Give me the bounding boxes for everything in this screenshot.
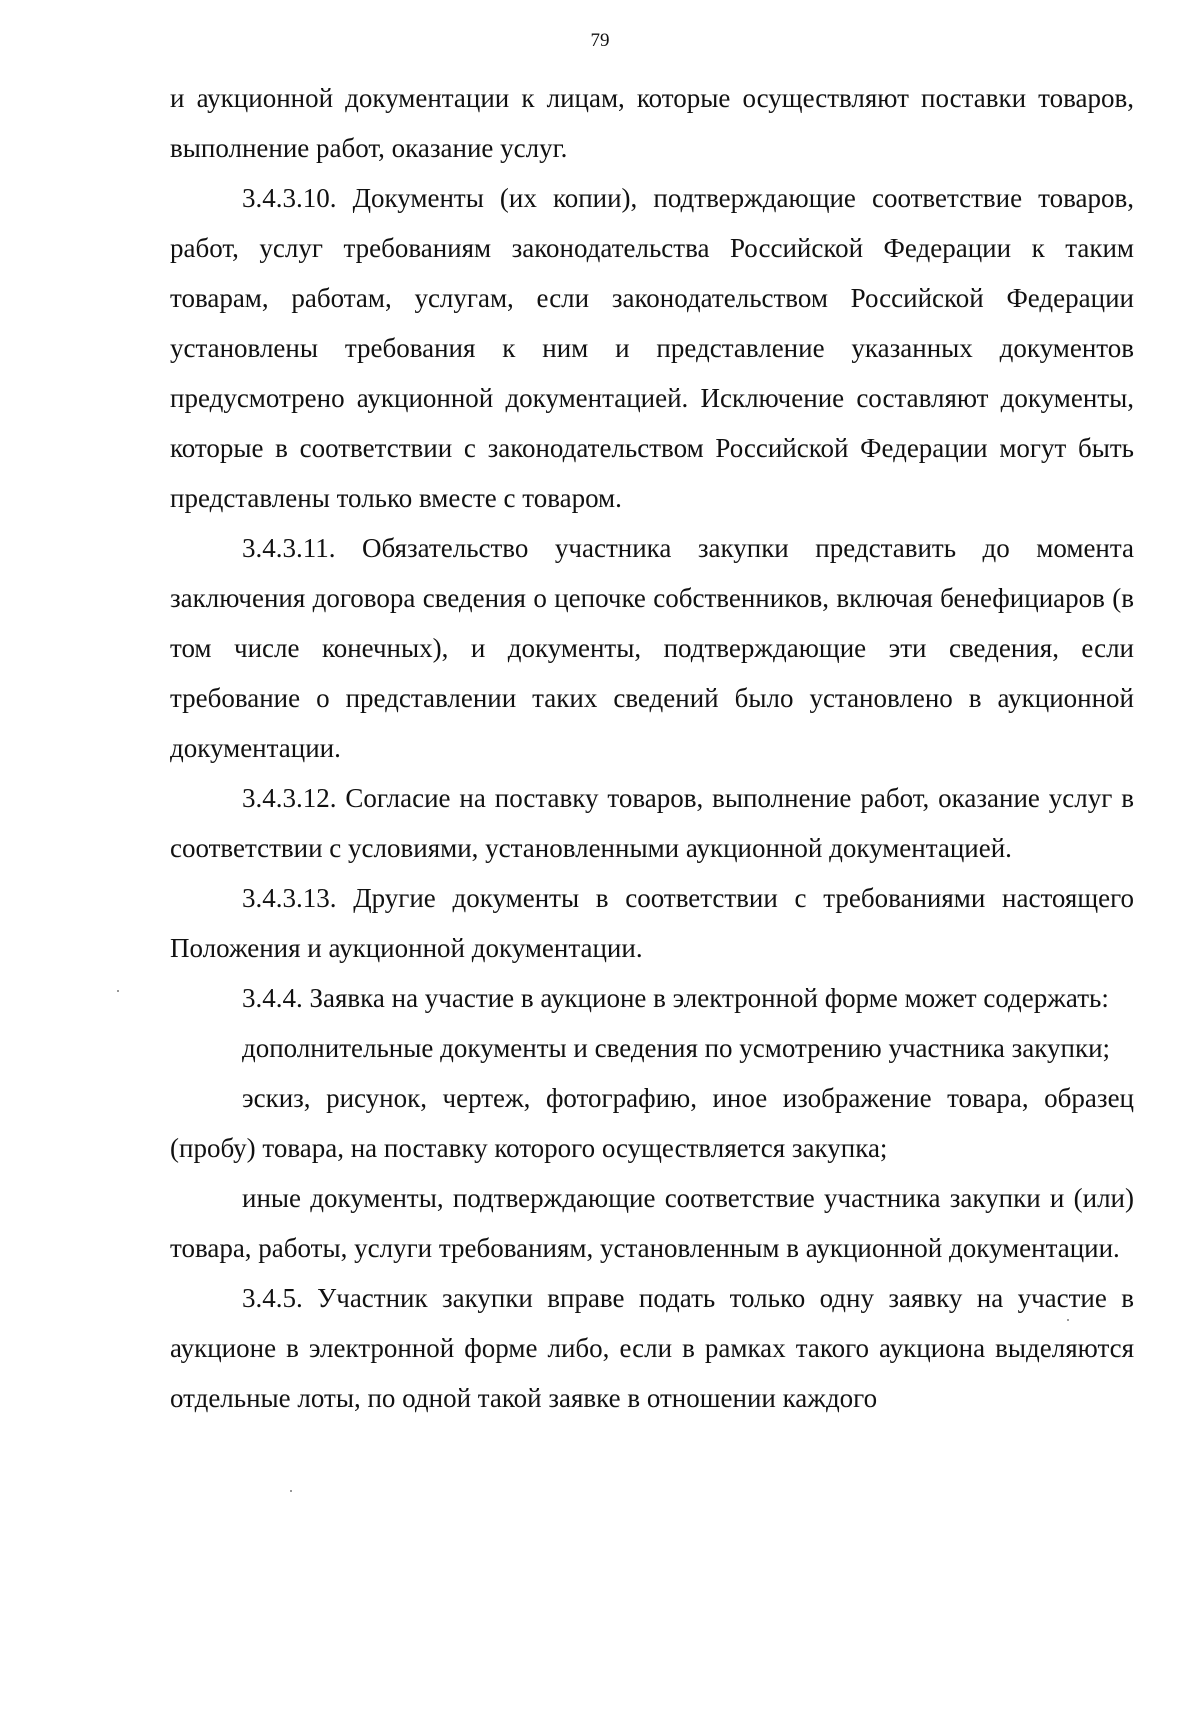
paragraph-3-4-5: 3.4.5. Участник закупки вправе подать только одну заявку на участие в аукционе в электронной форме либо, если в рамках такого аукциона выделяются отдельные лоты, по одной такой заявке в отношении каждого: [170, 1283, 1134, 1413]
scan-speck: [290, 1490, 292, 1492]
paragraph-3-4-3-12: 3.4.3.12. Согласие на поставку товаров, выполнение работ, оказание услуг в соответствии с условиями, установленными аукционной документацией.: [170, 783, 1134, 863]
list-item-additional-documents: дополнительные документы и сведения по усмотрению участника закупки;: [242, 1033, 1111, 1063]
list-item-sketch-sample: эскиз, рисунок, чертеж, фотографию, иное изображение товара, образец (пробу) товара, на поставку которого осуществляется закупка;: [170, 1083, 1134, 1163]
paragraph-3-4-3-13: 3.4.3.13. Другие документы в соответствии с требованиями настоящего Положения и аукционной документации.: [170, 883, 1134, 963]
scan-speck: [1067, 1319, 1069, 1321]
paragraph-continuation: и аукционной документации к лицам, которые осуществляют поставки товаров, выполнение работ, оказание услуг.: [170, 83, 1134, 163]
paragraph-3-4-4: 3.4.4. Заявка на участие в аукционе в электронной форме может содержать:: [242, 983, 1109, 1013]
list-item-other-documents: иные документы, подтверждающие соответствие участника закупки и (или) товара, работы, услуги требованиям, установленным в аукционной документации.: [170, 1183, 1134, 1263]
scan-speck: [117, 990, 119, 992]
paragraph-3-4-3-10: 3.4.3.10. Документы (их копии), подтверждающие соответствие товаров, работ, услуг требованиям законодательства Российской Федерации к таким товарам, работам, услугам, если законодательством Российской Федерации установлены требования к ним и представление указанных документов предусмотрено аукционной документацией. Исключение составляют документы, которые в соответствии с законодательством Российской Федерации могут быть представлены только вместе с товаром.: [170, 183, 1134, 513]
paragraph-3-4-3-11: 3.4.3.11. Обязательство участника закупки представить до момента заключения договора сведения о цепочке собственников, включая бенефициаров (в том числе конечных), и документы, подтверждающие эти сведения, если требование о представлении таких сведений было установлено в аукционной документации.: [170, 533, 1134, 763]
page-number: 79: [590, 30, 610, 51]
document-body: [170, 73, 1134, 1423]
